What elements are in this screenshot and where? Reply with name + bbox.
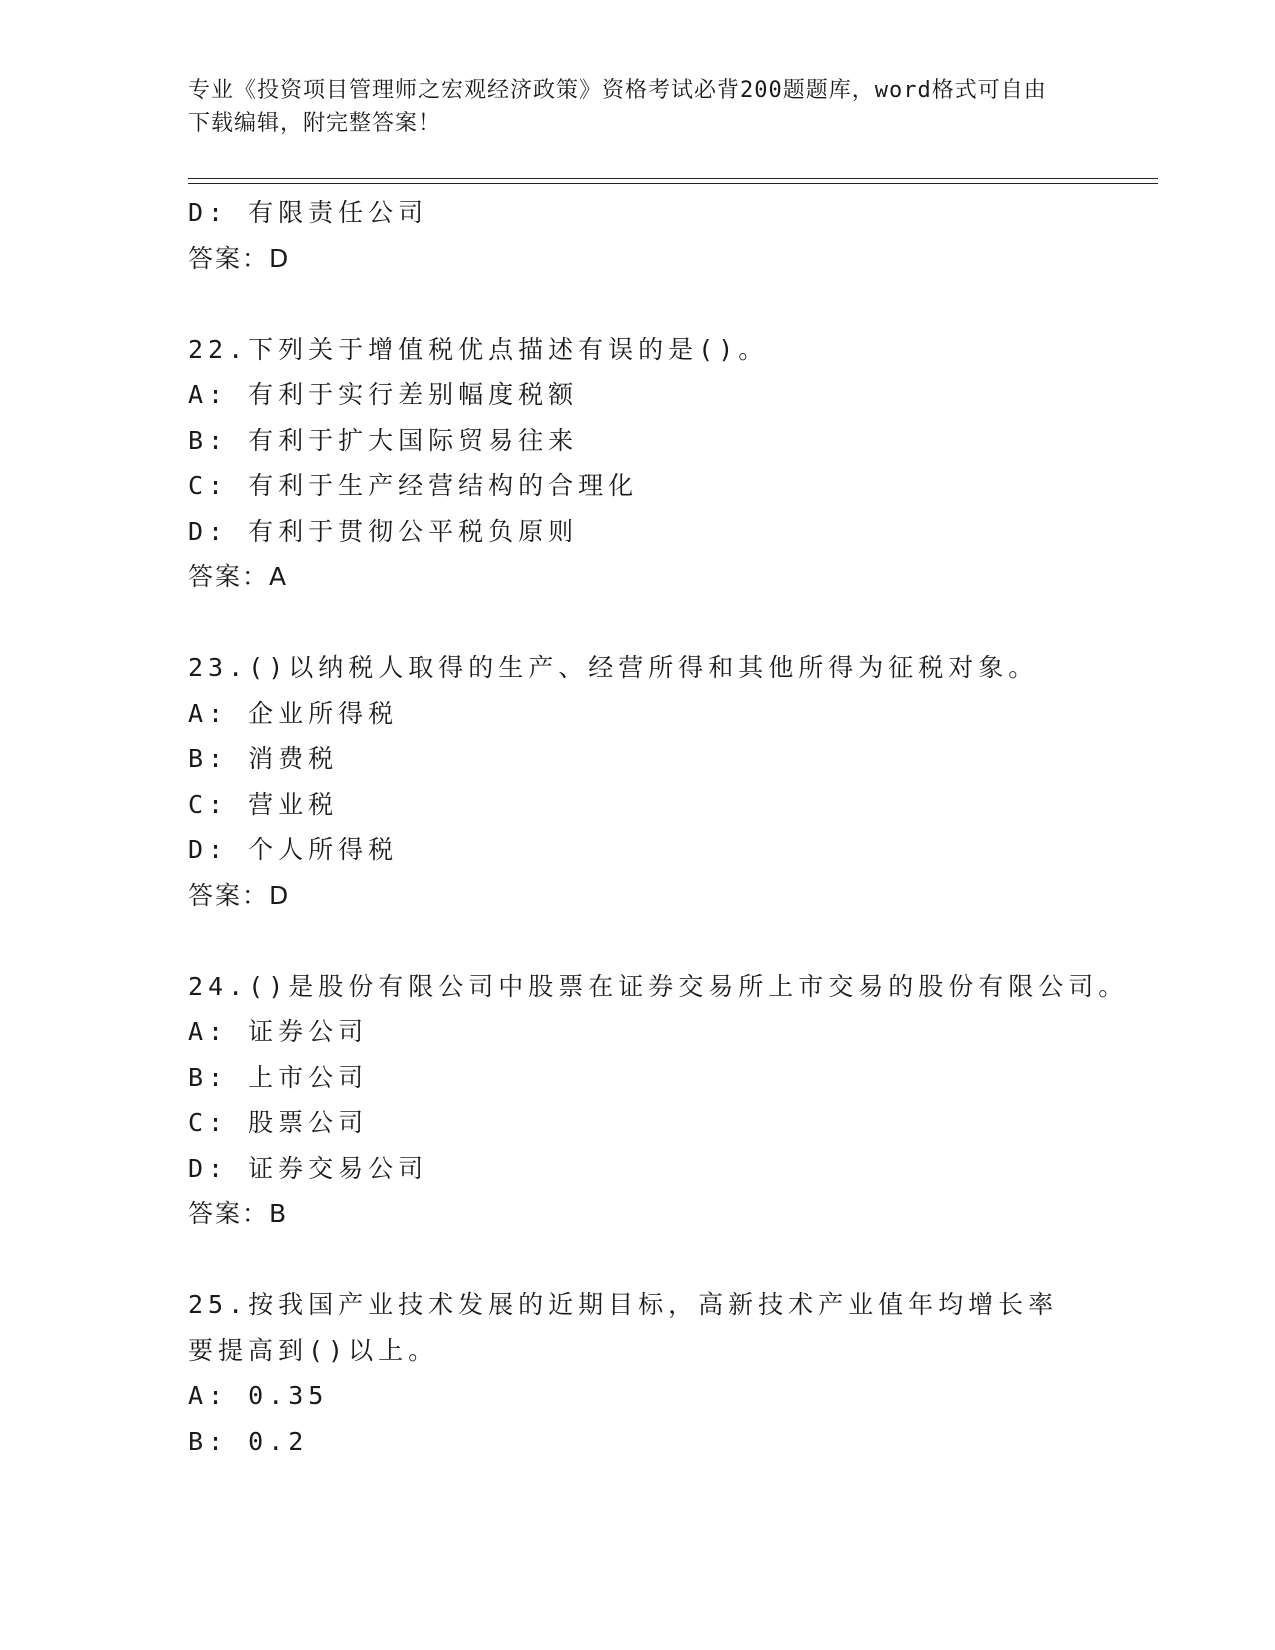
option-a: A: 企业所得税 [188, 698, 399, 728]
answer: 答案：D [188, 880, 291, 910]
option-b: B: 有利于扩大国际贸易往来 [188, 425, 579, 455]
question-stem: 22.下列关于增值税优点描述有误的是()。 [188, 334, 769, 364]
option-d: D: 有利于贯彻公平税负原则 [188, 516, 579, 546]
question-23 [188, 645, 1088, 918]
option-d: D: 证券交易公司 [188, 1153, 429, 1183]
answer: 答案：A [188, 562, 289, 591]
header-rule-top [188, 178, 1158, 179]
option-b: B: 消费税 [188, 744, 339, 773]
option-c: C: 营业税 [188, 789, 339, 819]
question-stem: 25.按我国产业技术发展的近期目标，高新技术产业值年均增长率要提高到()以上。 [188, 1290, 1059, 1365]
option-a: A: 0.35 [188, 1381, 329, 1410]
question-stem: 24.()是股份有限公司中股票在证券交易所上市交易的股份有限公司。 [188, 971, 1129, 1001]
header-rule-bottom [188, 183, 1158, 184]
question-stem: 23.()以纳税人取得的生产、经营所得和其他所得为征税对象。 [188, 653, 1039, 682]
option-b: B: 上市公司 [188, 1062, 369, 1092]
option-a: A: 证券公司 [188, 1017, 369, 1046]
question-22 [188, 327, 1088, 600]
option-c: C: 有利于生产经营结构的合理化 [188, 471, 639, 500]
option-c: C: 股票公司 [188, 1108, 369, 1137]
option-b: B: 0.2 [188, 1426, 309, 1456]
option-a: A: 有利于实行差别幅度税额 [188, 380, 579, 409]
answer: 答案：B [188, 1199, 289, 1228]
prev-question-answer: 答案：D [188, 243, 291, 273]
question-24 [188, 964, 1129, 1237]
document-header: 专业《投资项目管理师之宏观经济政策》资格考试必背200题题库，word格式可自由下载编辑，附完整答案！ [188, 78, 1047, 136]
option-d: D: 个人所得税 [188, 835, 399, 864]
prev-question-option-d: D: 有限责任公司 [188, 198, 429, 227]
question-25 [188, 1282, 1088, 1464]
question-list [188, 190, 1129, 1464]
